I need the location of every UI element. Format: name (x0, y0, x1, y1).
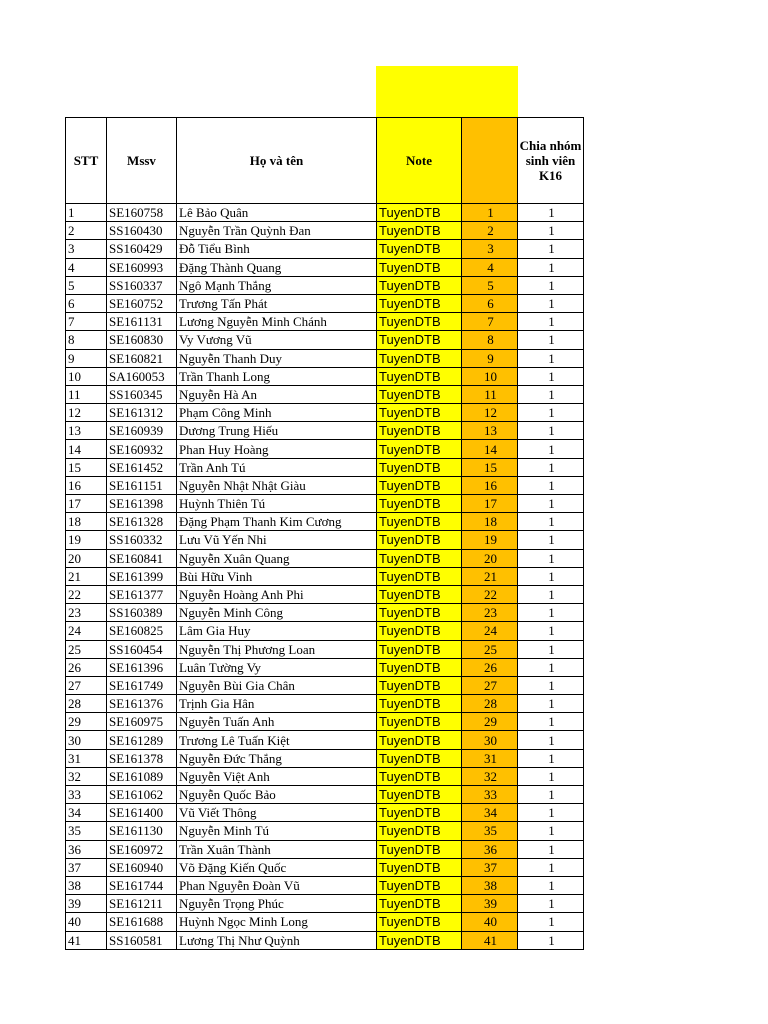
cell-note[interactable]: TuyenDTB (377, 222, 462, 240)
note-column-header-fill (376, 66, 518, 118)
cell-group[interactable]: 1 (518, 549, 584, 567)
cell-mssv[interactable]: SE161688 (107, 913, 177, 931)
cell-group[interactable]: 1 (518, 349, 584, 367)
cell-group[interactable]: 1 (518, 731, 584, 749)
cell-group[interactable]: 1 (518, 422, 584, 440)
table-row (66, 222, 584, 240)
cell-name[interactable]: Lương Nguyễn Minh Chánh (177, 313, 377, 331)
cell-mssv[interactable]: SE161312 (107, 404, 177, 422)
cell-group[interactable]: 1 (518, 240, 584, 258)
cell-number[interactable]: 12 (462, 404, 518, 422)
cell-name[interactable]: Luân Tường Vy (177, 658, 377, 676)
cell-name[interactable]: Bùi Hữu Vinh (177, 567, 377, 585)
cell-group[interactable]: 1 (518, 567, 584, 585)
cell-mssv[interactable]: SS160337 (107, 276, 177, 294)
table-row (66, 731, 584, 749)
cell-name[interactable]: Trương Tấn Phát (177, 294, 377, 312)
table-row (66, 585, 584, 603)
cell-name[interactable]: Trịnh Gia Hân (177, 695, 377, 713)
cell-name[interactable]: Trần Anh Tú (177, 458, 377, 476)
cell-number[interactable]: 15 (462, 458, 518, 476)
cell-note[interactable]: TuyenDTB (377, 258, 462, 276)
cell-stt[interactable]: 27 (66, 676, 107, 694)
cell-note[interactable]: TuyenDTB (377, 658, 462, 676)
cell-name[interactable]: Nguyễn Thị Phương Loan (177, 640, 377, 658)
cell-number[interactable]: 40 (462, 913, 518, 931)
cell-note[interactable]: TuyenDTB (377, 458, 462, 476)
cell-number[interactable]: 35 (462, 822, 518, 840)
table-row (66, 749, 584, 767)
cell-name[interactable]: Phan Nguyễn Đoàn Vũ (177, 876, 377, 894)
cell-mssv[interactable]: SE161089 (107, 767, 177, 785)
cell-mssv[interactable]: SE161399 (107, 567, 177, 585)
cell-mssv[interactable]: SE161744 (107, 876, 177, 894)
cell-mssv[interactable]: SA160053 (107, 367, 177, 385)
cell-mssv[interactable]: SE160821 (107, 349, 177, 367)
cell-stt[interactable]: 16 (66, 476, 107, 494)
cell-group[interactable]: 1 (518, 658, 584, 676)
header-mssv[interactable]: Mssv (107, 118, 177, 204)
cell-mssv[interactable]: SE161400 (107, 804, 177, 822)
cell-group[interactable]: 1 (518, 222, 584, 240)
cell-name[interactable]: Trần Thanh Long (177, 367, 377, 385)
cell-group[interactable]: 1 (518, 585, 584, 603)
cell-mssv[interactable]: SE160939 (107, 422, 177, 440)
table-row (66, 549, 584, 567)
cell-mssv[interactable]: SE161398 (107, 495, 177, 513)
cell-note[interactable]: TuyenDTB (377, 349, 462, 367)
cell-mssv[interactable]: SE161130 (107, 822, 177, 840)
cell-group[interactable]: 1 (518, 604, 584, 622)
cell-number[interactable]: 8 (462, 331, 518, 349)
cell-number[interactable]: 16 (462, 476, 518, 494)
cell-group[interactable]: 1 (518, 622, 584, 640)
cell-mssv[interactable]: SE161396 (107, 658, 177, 676)
cell-note[interactable]: TuyenDTB (377, 676, 462, 694)
cell-stt[interactable]: 8 (66, 331, 107, 349)
cell-stt[interactable]: 22 (66, 585, 107, 603)
cell-group[interactable]: 1 (518, 313, 584, 331)
cell-number[interactable]: 19 (462, 531, 518, 549)
cell-name[interactable]: Nguyễn Trọng Phúc (177, 895, 377, 913)
table-row (66, 822, 584, 840)
cell-note[interactable]: TuyenDTB (377, 440, 462, 458)
cell-name[interactable]: Huỳnh Ngọc Minh Long (177, 913, 377, 931)
cell-mssv[interactable]: SE160993 (107, 258, 177, 276)
table-row (66, 931, 584, 949)
cell-note[interactable]: TuyenDTB (377, 695, 462, 713)
cell-mssv[interactable]: SE161131 (107, 313, 177, 331)
cell-stt[interactable]: 5 (66, 276, 107, 294)
cell-number[interactable]: 7 (462, 313, 518, 331)
cell-number[interactable]: 37 (462, 858, 518, 876)
table-row (66, 786, 584, 804)
table-row (66, 331, 584, 349)
table-row (66, 767, 584, 785)
cell-note[interactable]: TuyenDTB (377, 513, 462, 531)
cell-stt[interactable]: 40 (66, 913, 107, 931)
cell-number[interactable]: 23 (462, 604, 518, 622)
table-row (66, 294, 584, 312)
cell-stt[interactable]: 30 (66, 731, 107, 749)
cell-name[interactable]: Nguyễn Trần Quỳnh Đan (177, 222, 377, 240)
cell-name[interactable]: Nguyễn Xuân Quang (177, 549, 377, 567)
cell-stt[interactable]: 29 (66, 713, 107, 731)
cell-stt[interactable]: 23 (66, 604, 107, 622)
cell-note[interactable]: TuyenDTB (377, 276, 462, 294)
cell-mssv[interactable]: SE160752 (107, 294, 177, 312)
table-row (66, 567, 584, 585)
cell-number[interactable]: 34 (462, 804, 518, 822)
cell-group[interactable]: 1 (518, 822, 584, 840)
cell-number[interactable]: 26 (462, 658, 518, 676)
cell-number[interactable]: 36 (462, 840, 518, 858)
table-row (66, 804, 584, 822)
cell-name[interactable]: Đỗ Tiểu Bình (177, 240, 377, 258)
cell-number[interactable]: 41 (462, 931, 518, 949)
cell-mssv[interactable]: SE161151 (107, 476, 177, 494)
roster-body (66, 204, 584, 950)
cell-name[interactable]: Đặng Thành Quang (177, 258, 377, 276)
cell-stt[interactable]: 38 (66, 876, 107, 894)
cell-name[interactable]: Phan Huy Hoàng (177, 440, 377, 458)
cell-name[interactable]: Trần Xuân Thành (177, 840, 377, 858)
cell-mssv[interactable]: SE161328 (107, 513, 177, 531)
cell-number[interactable]: 25 (462, 640, 518, 658)
cell-stt[interactable]: 13 (66, 422, 107, 440)
cell-name[interactable]: Nguyễn Đức Thắng (177, 749, 377, 767)
cell-name[interactable]: Trương Lê Tuấn Kiệt (177, 731, 377, 749)
cell-stt[interactable]: 26 (66, 658, 107, 676)
cell-stt[interactable]: 2 (66, 222, 107, 240)
cell-name[interactable]: Nguyễn Việt Anh (177, 767, 377, 785)
cell-mssv[interactable]: SE161289 (107, 731, 177, 749)
table-row (66, 658, 584, 676)
table-row (66, 858, 584, 876)
cell-note[interactable]: TuyenDTB (377, 294, 462, 312)
cell-number[interactable]: 21 (462, 567, 518, 585)
cell-note[interactable]: TuyenDTB (377, 367, 462, 385)
cell-number[interactable]: 17 (462, 495, 518, 513)
cell-note[interactable]: TuyenDTB (377, 331, 462, 349)
cell-group[interactable]: 1 (518, 276, 584, 294)
cell-stt[interactable]: 18 (66, 513, 107, 531)
cell-group[interactable]: 1 (518, 476, 584, 494)
cell-stt[interactable]: 19 (66, 531, 107, 549)
cell-name[interactable]: Vy Vương Vũ (177, 331, 377, 349)
cell-stt[interactable]: 9 (66, 349, 107, 367)
table-row (66, 422, 584, 440)
cell-group[interactable]: 1 (518, 640, 584, 658)
cell-stt[interactable]: 35 (66, 822, 107, 840)
cell-stt[interactable]: 28 (66, 695, 107, 713)
cell-name[interactable]: Nguyễn Hà An (177, 385, 377, 403)
cell-name[interactable]: Nguyễn Hoàng Anh Phi (177, 585, 377, 603)
cell-note[interactable]: TuyenDTB (377, 858, 462, 876)
cell-number[interactable]: 29 (462, 713, 518, 731)
cell-mssv[interactable]: SE160932 (107, 440, 177, 458)
cell-group[interactable]: 1 (518, 804, 584, 822)
table-row (66, 458, 584, 476)
cell-note[interactable]: TuyenDTB (377, 404, 462, 422)
cell-group[interactable]: 1 (518, 676, 584, 694)
table-row (66, 913, 584, 931)
cell-mssv[interactable]: SE161452 (107, 458, 177, 476)
header-row (66, 118, 584, 204)
table-row (66, 404, 584, 422)
cell-note[interactable]: TuyenDTB (377, 713, 462, 731)
cell-stt[interactable]: 32 (66, 767, 107, 785)
cell-stt[interactable]: 1 (66, 204, 107, 222)
table-row (66, 276, 584, 294)
cell-stt[interactable]: 3 (66, 240, 107, 258)
cell-note[interactable]: TuyenDTB (377, 804, 462, 822)
cell-name[interactable]: Nguyễn Minh Tú (177, 822, 377, 840)
table-row (66, 531, 584, 549)
cell-stt[interactable]: 39 (66, 895, 107, 913)
cell-stt[interactable]: 37 (66, 858, 107, 876)
cell-note[interactable]: TuyenDTB (377, 822, 462, 840)
cell-note[interactable]: TuyenDTB (377, 531, 462, 549)
cell-note[interactable]: TuyenDTB (377, 604, 462, 622)
table-row (66, 367, 584, 385)
cell-group[interactable]: 1 (518, 531, 584, 549)
cell-group[interactable]: 1 (518, 695, 584, 713)
header-name[interactable]: Họ và tên (177, 118, 377, 204)
cell-number[interactable]: 39 (462, 895, 518, 913)
cell-number[interactable]: 18 (462, 513, 518, 531)
cell-stt[interactable]: 20 (66, 549, 107, 567)
cell-number[interactable]: 1 (462, 204, 518, 222)
cell-mssv[interactable]: SE161377 (107, 585, 177, 603)
cell-stt[interactable]: 12 (66, 404, 107, 422)
cell-group[interactable]: 1 (518, 749, 584, 767)
cell-name[interactable]: Nguyễn Bùi Gia Chân (177, 676, 377, 694)
cell-note[interactable]: TuyenDTB (377, 204, 462, 222)
header-stt[interactable]: STT (66, 118, 107, 204)
cell-mssv[interactable]: SE161062 (107, 786, 177, 804)
cell-group[interactable]: 1 (518, 786, 584, 804)
cell-stt[interactable]: 33 (66, 786, 107, 804)
cell-mssv[interactable]: SS160581 (107, 931, 177, 949)
cell-note[interactable]: TuyenDTB (377, 895, 462, 913)
table-row (66, 313, 584, 331)
cell-name[interactable]: Nguyễn Nhật Nhật Giàu (177, 476, 377, 494)
cell-mssv[interactable]: SE161211 (107, 895, 177, 913)
cell-mssv[interactable]: SS160429 (107, 240, 177, 258)
cell-group[interactable]: 1 (518, 294, 584, 312)
cell-group[interactable]: 1 (518, 331, 584, 349)
cell-number[interactable]: 30 (462, 731, 518, 749)
cell-number[interactable]: 14 (462, 440, 518, 458)
cell-stt[interactable]: 14 (66, 440, 107, 458)
cell-name[interactable]: Vũ Viết Thông (177, 804, 377, 822)
cell-note[interactable]: TuyenDTB (377, 767, 462, 785)
cell-name[interactable]: Lương Thị Như Quỳnh (177, 931, 377, 949)
table-row (66, 840, 584, 858)
cell-stt[interactable]: 15 (66, 458, 107, 476)
cell-group[interactable]: 1 (518, 895, 584, 913)
cell-stt[interactable]: 31 (66, 749, 107, 767)
cell-number[interactable]: 4 (462, 258, 518, 276)
cell-mssv[interactable]: SE160975 (107, 713, 177, 731)
table-row (66, 385, 584, 403)
table-row (66, 622, 584, 640)
cell-note[interactable]: TuyenDTB (377, 640, 462, 658)
cell-number[interactable]: 22 (462, 585, 518, 603)
cell-group[interactable]: 1 (518, 931, 584, 949)
cell-number[interactable]: 11 (462, 385, 518, 403)
cell-number[interactable]: 13 (462, 422, 518, 440)
cell-note[interactable]: TuyenDTB (377, 749, 462, 767)
table-row (66, 695, 584, 713)
cell-name[interactable]: Phạm Công Minh (177, 404, 377, 422)
table-row (66, 349, 584, 367)
cell-mssv[interactable]: SE161378 (107, 749, 177, 767)
cell-stt[interactable]: 24 (66, 622, 107, 640)
cell-note[interactable]: TuyenDTB (377, 476, 462, 494)
cell-group[interactable]: 1 (518, 767, 584, 785)
cell-name[interactable]: Nguyễn Thanh Duy (177, 349, 377, 367)
cell-group[interactable]: 1 (518, 913, 584, 931)
cell-name[interactable]: Dương Trung Hiếu (177, 422, 377, 440)
table-row (66, 640, 584, 658)
cell-number[interactable]: 38 (462, 876, 518, 894)
table-row (66, 476, 584, 494)
cell-name[interactable]: Ngô Mạnh Thắng (177, 276, 377, 294)
cell-note[interactable]: TuyenDTB (377, 913, 462, 931)
cell-number[interactable]: 27 (462, 676, 518, 694)
cell-stt[interactable]: 6 (66, 294, 107, 312)
cell-group[interactable]: 1 (518, 440, 584, 458)
cell-stt[interactable]: 25 (66, 640, 107, 658)
cell-group[interactable]: 1 (518, 404, 584, 422)
cell-number[interactable]: 32 (462, 767, 518, 785)
cell-note[interactable]: TuyenDTB (377, 840, 462, 858)
cell-group[interactable]: 1 (518, 513, 584, 531)
cell-group[interactable]: 1 (518, 495, 584, 513)
cell-group[interactable]: 1 (518, 258, 584, 276)
cell-group[interactable]: 1 (518, 367, 584, 385)
cell-name[interactable]: Lâm Gia Huy (177, 622, 377, 640)
cell-mssv[interactable]: SS160389 (107, 604, 177, 622)
header-note[interactable]: Note (377, 118, 462, 204)
cell-number[interactable]: 6 (462, 294, 518, 312)
table-row (66, 440, 584, 458)
cell-note[interactable]: TuyenDTB (377, 385, 462, 403)
cell-group[interactable]: 1 (518, 840, 584, 858)
cell-group[interactable]: 1 (518, 713, 584, 731)
cell-note[interactable]: TuyenDTB (377, 731, 462, 749)
cell-number[interactable]: 10 (462, 367, 518, 385)
cell-mssv[interactable]: SS160332 (107, 531, 177, 549)
cell-mssv[interactable]: SE160940 (107, 858, 177, 876)
cell-note[interactable]: TuyenDTB (377, 240, 462, 258)
cell-stt[interactable]: 34 (66, 804, 107, 822)
cell-number[interactable]: 3 (462, 240, 518, 258)
cell-note[interactable]: TuyenDTB (377, 622, 462, 640)
cell-number[interactable]: 20 (462, 549, 518, 567)
cell-note[interactable]: TuyenDTB (377, 549, 462, 567)
cell-stt[interactable]: 10 (66, 367, 107, 385)
cell-note[interactable]: TuyenDTB (377, 422, 462, 440)
cell-note[interactable]: TuyenDTB (377, 931, 462, 949)
cell-mssv[interactable]: SS160454 (107, 640, 177, 658)
cell-group[interactable]: 1 (518, 204, 584, 222)
cell-name[interactable]: Võ Đặng Kiến Quốc (177, 858, 377, 876)
cell-note[interactable]: TuyenDTB (377, 567, 462, 585)
cell-stt[interactable]: 11 (66, 385, 107, 403)
cell-note[interactable]: TuyenDTB (377, 876, 462, 894)
cell-mssv[interactable]: SE160830 (107, 331, 177, 349)
cell-number[interactable]: 2 (462, 222, 518, 240)
cell-mssv[interactable]: SS160430 (107, 222, 177, 240)
table-row (66, 895, 584, 913)
cell-name[interactable]: Huỳnh Thiên Tú (177, 495, 377, 513)
cell-name[interactable]: Nguyễn Tuấn Anh (177, 713, 377, 731)
cell-group[interactable]: 1 (518, 458, 584, 476)
table-row (66, 240, 584, 258)
cell-name[interactable]: Nguyễn Quốc Bảo (177, 786, 377, 804)
cell-name[interactable]: Lê Bảo Quân (177, 204, 377, 222)
cell-group[interactable]: 1 (518, 876, 584, 894)
header-number[interactable] (462, 118, 518, 204)
cell-mssv[interactable]: SS160345 (107, 385, 177, 403)
table-row (66, 513, 584, 531)
cell-number[interactable]: 24 (462, 622, 518, 640)
student-roster-table (65, 117, 584, 950)
table-row (66, 204, 584, 222)
table-row (66, 604, 584, 622)
cell-stt[interactable]: 36 (66, 840, 107, 858)
cell-mssv[interactable]: SE161749 (107, 676, 177, 694)
table-row (66, 676, 584, 694)
header-group[interactable]: Chia nhóm sinh viên K16 (518, 118, 584, 204)
cell-group[interactable]: 1 (518, 858, 584, 876)
cell-number[interactable]: 5 (462, 276, 518, 294)
cell-mssv[interactable]: SE160972 (107, 840, 177, 858)
cell-name[interactable]: Nguyễn Minh Công (177, 604, 377, 622)
cell-number[interactable]: 33 (462, 786, 518, 804)
cell-name[interactable]: Lưu Vũ Yến Nhi (177, 531, 377, 549)
cell-stt[interactable]: 21 (66, 567, 107, 585)
cell-stt[interactable]: 17 (66, 495, 107, 513)
cell-note[interactable]: TuyenDTB (377, 495, 462, 513)
cell-number[interactable]: 31 (462, 749, 518, 767)
cell-note[interactable]: TuyenDTB (377, 313, 462, 331)
cell-number[interactable]: 28 (462, 695, 518, 713)
cell-stt[interactable]: 4 (66, 258, 107, 276)
cell-stt[interactable]: 41 (66, 931, 107, 949)
cell-mssv[interactable]: SE160758 (107, 204, 177, 222)
table-row (66, 258, 584, 276)
cell-mssv[interactable]: SE161376 (107, 695, 177, 713)
cell-stt[interactable]: 7 (66, 313, 107, 331)
cell-group[interactable]: 1 (518, 385, 584, 403)
table-row (66, 495, 584, 513)
cell-note[interactable]: TuyenDTB (377, 786, 462, 804)
cell-number[interactable]: 9 (462, 349, 518, 367)
cell-name[interactable]: Đặng Phạm Thanh Kim Cương (177, 513, 377, 531)
cell-note[interactable]: TuyenDTB (377, 585, 462, 603)
table-row (66, 876, 584, 894)
table-row (66, 713, 584, 731)
cell-mssv[interactable]: SE160825 (107, 622, 177, 640)
cell-mssv[interactable]: SE160841 (107, 549, 177, 567)
